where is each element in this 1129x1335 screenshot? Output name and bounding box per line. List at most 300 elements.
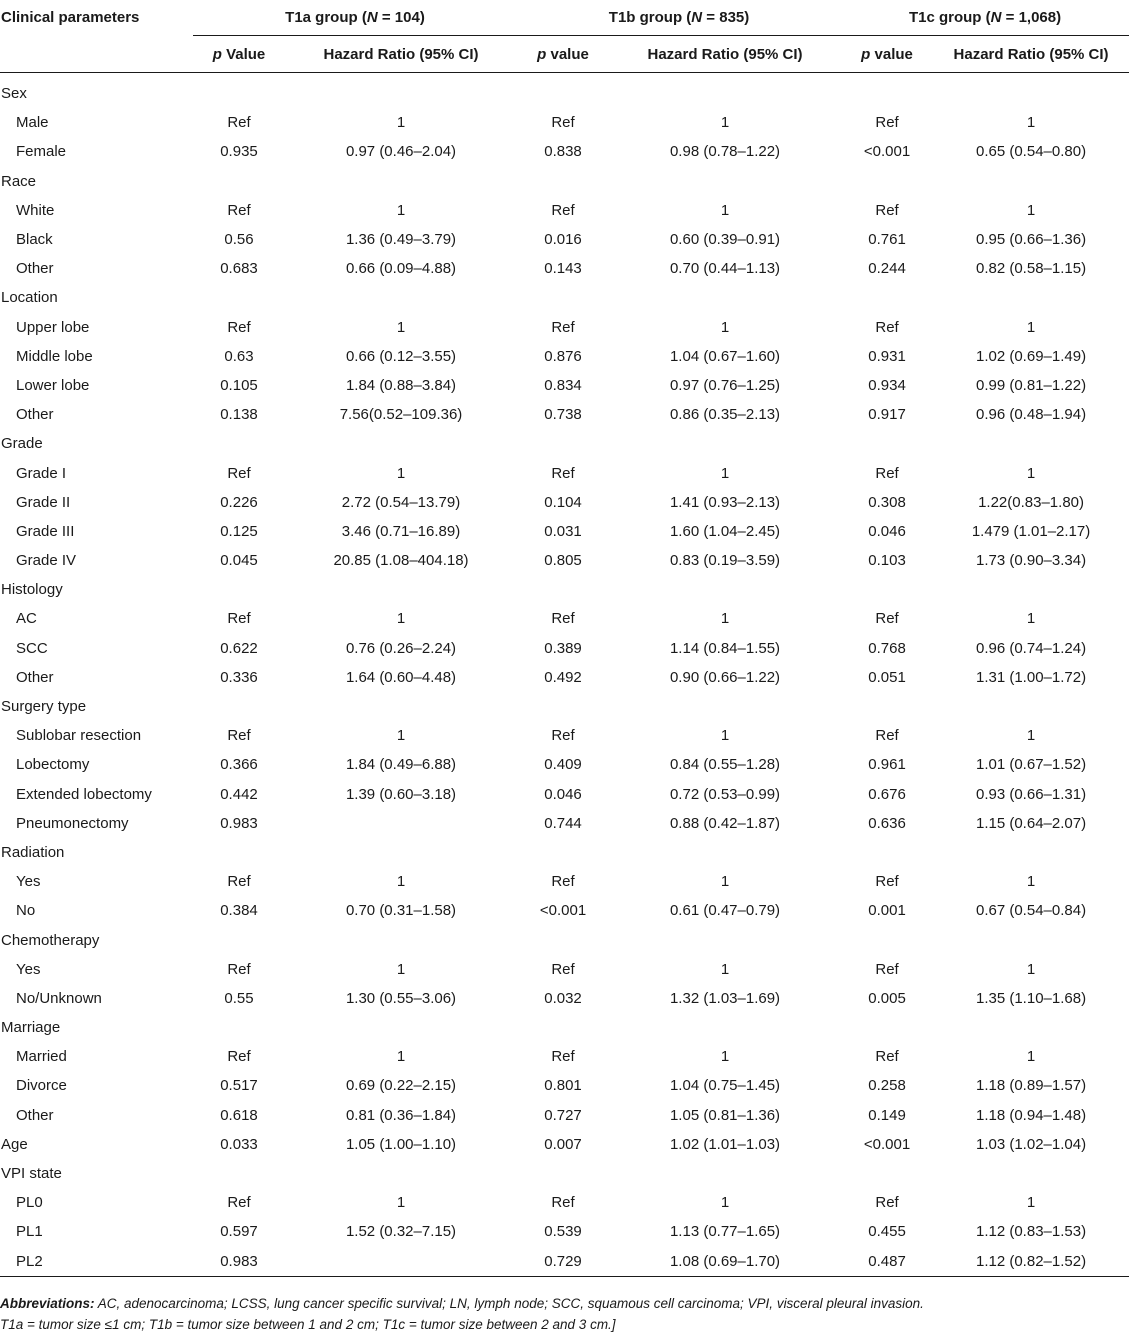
hazard-ratio-t1c-cell bbox=[933, 692, 1129, 721]
hazard-ratio-t1c-cell: 1.12 (0.83–1.53) bbox=[975, 1223, 1087, 1241]
hazard-ratio-t1c-cell: 1.12 (0.82–1.52) bbox=[933, 1247, 1129, 1277]
hazard-ratio-t1a-cell: 1 bbox=[396, 610, 406, 628]
hazard-ratio-t1a-cell: 1.30 (0.55–3.06) bbox=[345, 989, 457, 1007]
p-value-t1b-cell: 0.539 bbox=[544, 1223, 582, 1241]
p-value-t1b-cell bbox=[517, 429, 609, 458]
category-label: Age bbox=[1, 1135, 28, 1153]
p-value-t1b-cell bbox=[517, 167, 609, 196]
p-value-t1a-cell: 0.683 bbox=[220, 260, 258, 278]
hazard-ratio-t1a-cell: 0.66 (0.12–3.55) bbox=[345, 347, 457, 365]
hazard-ratio-t1a-cell: 7.56(0.52–109.36) bbox=[339, 406, 463, 424]
group-header-t1c: T1c group (N = 1,068) bbox=[841, 0, 1129, 36]
table-row bbox=[0, 196, 1129, 225]
p-value-t1b-cell bbox=[517, 73, 609, 109]
hazard-ratio-t1a-cell bbox=[285, 167, 517, 196]
hazard-ratio-t1c-cell: 1 bbox=[1026, 318, 1036, 336]
hazard-ratio-t1a-cell: 1.36 (0.49–3.79) bbox=[345, 231, 457, 249]
hazard-ratio-header-t1a: Hazard Ratio (95% CI) bbox=[285, 36, 517, 73]
p-value-t1a-cell: 0.935 bbox=[220, 143, 258, 161]
p-value-t1c-cell: 0.051 bbox=[868, 668, 906, 686]
hazard-ratio-t1b-cell: 1.05 (0.81–1.36) bbox=[669, 1106, 781, 1124]
definitions-line: T1a = tumor size ≤1 cm; T1b = tumor size between 1 and 2 cm; T1c = tumor size between 2 and 3 cm.] bbox=[0, 1317, 616, 1332]
hazard-ratio-t1b-cell: 1.04 (0.67–1.60) bbox=[669, 347, 781, 365]
p-value-t1b-cell: Ref bbox=[551, 201, 575, 219]
table-row bbox=[0, 108, 1129, 137]
p-value-t1a-cell bbox=[193, 283, 285, 312]
p-value-t1a-cell bbox=[193, 925, 285, 954]
p-value-t1c-cell: 0.768 bbox=[868, 639, 906, 657]
hazard-ratio-t1a-cell: 0.66 (0.09–4.88) bbox=[345, 260, 457, 278]
p-value-t1b-cell: 0.727 bbox=[544, 1106, 582, 1124]
p-value-t1a-cell: Ref bbox=[227, 318, 251, 336]
group-n-value: = 1,068 bbox=[1005, 9, 1057, 26]
row-label: Grade III bbox=[16, 522, 75, 540]
row-label: Other bbox=[16, 1106, 54, 1124]
group-name: T1b group bbox=[608, 9, 683, 26]
table-row bbox=[0, 458, 1129, 487]
hazard-ratio-t1c-cell: 1 bbox=[1026, 610, 1036, 628]
p-value-t1b-cell: 0.834 bbox=[544, 376, 582, 394]
hazard-ratio-t1b-cell: 1 bbox=[720, 727, 730, 745]
hazard-ratio-t1c-cell: 0.96 (0.74–1.24) bbox=[975, 639, 1087, 657]
group-n-label: N bbox=[990, 9, 1002, 26]
group-header-t1a: T1a group (N = 104) bbox=[193, 0, 517, 36]
category-label: Grade bbox=[1, 435, 43, 453]
table-footnote bbox=[0, 1293, 1129, 1335]
p-value-t1b-cell: 0.409 bbox=[544, 756, 582, 774]
p-value-t1c-cell: 0.487 bbox=[841, 1247, 933, 1277]
hazard-ratio-t1b-cell: 0.61 (0.47–0.79) bbox=[669, 902, 781, 920]
hazard-ratio-t1c-cell: 1 bbox=[1026, 1048, 1036, 1066]
hazard-ratio-t1b-cell: 1 bbox=[720, 464, 730, 482]
p-value-t1b-cell bbox=[517, 925, 609, 954]
hazard-ratio-t1a-cell: 1 bbox=[396, 960, 406, 978]
p-value-t1b-cell: <0.001 bbox=[539, 902, 587, 920]
hazard-ratio-t1b-cell bbox=[609, 283, 841, 312]
hazard-ratio-t1a-cell bbox=[285, 838, 517, 867]
p-value-t1a-cell: 0.125 bbox=[220, 522, 258, 540]
category-label: Marriage bbox=[1, 1019, 61, 1037]
p-value-t1a-cell: 0.983 bbox=[193, 1247, 285, 1277]
p-value-t1a-cell: 0.366 bbox=[220, 756, 258, 774]
group-n-value: = 104 bbox=[381, 9, 420, 26]
hazard-ratio-t1a-cell: 1 bbox=[396, 1048, 406, 1066]
p-value-t1b-cell: 0.838 bbox=[544, 143, 582, 161]
category-label: Histology bbox=[1, 581, 63, 599]
table-row bbox=[0, 137, 1129, 166]
table-row bbox=[0, 634, 1129, 663]
p-value-t1a-cell: 0.618 bbox=[220, 1106, 258, 1124]
p-value-t1b-cell: 0.801 bbox=[544, 1077, 582, 1095]
table-row bbox=[0, 342, 1129, 371]
row-label: PL1 bbox=[16, 1223, 43, 1241]
hazard-ratio-t1a-cell: 3.46 (0.71–16.89) bbox=[341, 522, 461, 540]
category-label: Sex bbox=[1, 85, 27, 103]
hazard-ratio-t1b-cell: 0.60 (0.39–0.91) bbox=[669, 231, 781, 249]
hazard-ratio-t1c-cell bbox=[933, 283, 1129, 312]
p-value-header-t1b: p value bbox=[517, 36, 609, 73]
p-value-t1b-cell: Ref bbox=[551, 114, 575, 132]
hazard-ratio-t1c-cell: 0.95 (0.66–1.36) bbox=[975, 231, 1087, 249]
p-value-t1b-cell: Ref bbox=[551, 1048, 575, 1066]
hazard-ratio-t1b-cell: 1.04 (0.75–1.45) bbox=[669, 1077, 781, 1095]
row-label: Black bbox=[16, 231, 53, 249]
p-value-t1a-cell: 0.56 bbox=[224, 231, 254, 249]
hazard-ratio-t1a-cell: 0.97 (0.46–2.04) bbox=[345, 143, 457, 161]
table-row bbox=[0, 809, 1129, 838]
p-value-t1a-cell: Ref bbox=[227, 201, 251, 219]
p-value-t1c-cell bbox=[841, 283, 933, 312]
hazard-ratio-t1a-cell: 1 bbox=[396, 318, 406, 336]
p-value-t1a-cell: 0.63 bbox=[224, 347, 254, 365]
category-row bbox=[0, 1159, 1129, 1188]
category-row bbox=[0, 283, 1129, 312]
hazard-ratio-t1c-cell: 1 bbox=[1026, 201, 1036, 219]
hazard-ratio-t1b-cell: 1 bbox=[720, 114, 730, 132]
row-label: SCC bbox=[16, 639, 48, 657]
hazard-ratio-t1b-cell: 1.13 (0.77–1.65) bbox=[669, 1223, 781, 1241]
p-value-t1b-cell: 0.016 bbox=[544, 231, 582, 249]
p-value-t1b-cell bbox=[517, 692, 609, 721]
p-value-t1c-cell: <0.001 bbox=[863, 1135, 911, 1153]
hazard-ratio-t1b-cell bbox=[609, 1013, 841, 1042]
p-value-t1c-cell: Ref bbox=[875, 727, 899, 745]
row-label: Other bbox=[16, 668, 54, 686]
p-value-t1a-cell: 0.105 bbox=[220, 376, 258, 394]
abbreviations-line bbox=[0, 1293, 1129, 1314]
p-value-t1b-cell: Ref bbox=[551, 960, 575, 978]
hazard-ratio-t1b-cell: 1.60 (1.04–2.45) bbox=[669, 522, 781, 540]
hazard-ratio-t1c-cell: 1.31 (1.00–1.72) bbox=[975, 668, 1087, 686]
hazard-ratio-t1a-cell bbox=[285, 1159, 517, 1188]
hazard-ratio-t1c-cell: 1.479 (1.01–2.17) bbox=[971, 522, 1091, 540]
p-value-t1b-cell: 0.729 bbox=[517, 1247, 609, 1277]
p-value-t1c-cell: Ref bbox=[875, 201, 899, 219]
hazard-ratio-t1b-cell: 1 bbox=[720, 1194, 730, 1212]
p-value-t1c-cell: Ref bbox=[875, 1194, 899, 1212]
group-name: T1a group bbox=[285, 9, 358, 26]
hazard-ratio-t1b-cell: 0.88 (0.42–1.87) bbox=[669, 814, 781, 832]
row-label: Lower lobe bbox=[16, 376, 90, 394]
hazard-ratio-t1b-cell: 1.02 (1.01–1.03) bbox=[669, 1135, 781, 1153]
table-row bbox=[0, 1071, 1129, 1100]
p-value-t1b-cell: 0.031 bbox=[544, 522, 582, 540]
p-value-t1b-cell: 0.805 bbox=[544, 552, 582, 570]
hazard-ratio-t1a-cell: 1 bbox=[396, 727, 406, 745]
p-value-t1c-cell bbox=[841, 1159, 933, 1188]
category-row bbox=[0, 73, 1129, 109]
hazard-ratio-t1b-cell: 0.84 (0.55–1.28) bbox=[669, 756, 781, 774]
hazard-ratio-t1b-cell: 1 bbox=[720, 318, 730, 336]
group-n-label: N bbox=[691, 9, 703, 26]
category-row bbox=[0, 429, 1129, 458]
category-label: Chemotherapy bbox=[1, 931, 100, 949]
table-row bbox=[0, 400, 1129, 429]
p-value-t1a-cell: 0.226 bbox=[220, 493, 258, 511]
category-row bbox=[0, 167, 1129, 196]
p-value-t1b-cell: Ref bbox=[551, 318, 575, 336]
hazard-ratio-t1b-cell bbox=[609, 925, 841, 954]
p-value-t1a-cell bbox=[193, 1159, 285, 1188]
row-label: Pneumonectomy bbox=[16, 814, 129, 832]
table-header bbox=[0, 0, 1129, 73]
hazard-ratio-t1b-cell: 1 bbox=[720, 201, 730, 219]
p-value-t1a-cell: 0.384 bbox=[220, 902, 258, 920]
row-label: AC bbox=[16, 610, 37, 628]
row-label: Middle lobe bbox=[16, 347, 93, 365]
table-row bbox=[0, 721, 1129, 750]
p-value-t1a-cell: 0.597 bbox=[220, 1223, 258, 1241]
p-value-t1c-cell: 0.961 bbox=[868, 756, 906, 774]
hazard-ratio-t1a-cell: 1 bbox=[396, 1194, 406, 1212]
hazard-ratio-t1c-cell: 1 bbox=[1026, 1194, 1036, 1212]
hazard-ratio-t1a-cell: 1.84 (0.88–3.84) bbox=[345, 376, 457, 394]
p-value-t1a-cell bbox=[193, 838, 285, 867]
group-n-label: N bbox=[366, 9, 378, 26]
p-value-t1b-cell: Ref bbox=[551, 727, 575, 745]
row-label: Sublobar resection bbox=[16, 727, 142, 745]
p-value-t1b-cell: Ref bbox=[551, 1194, 575, 1212]
hazard-ratio-t1b-cell bbox=[609, 1159, 841, 1188]
row-label: Divorce bbox=[16, 1077, 67, 1095]
category-row bbox=[0, 692, 1129, 721]
table-row bbox=[0, 663, 1129, 692]
table-row bbox=[0, 1101, 1129, 1130]
row-label: Yes bbox=[16, 960, 41, 978]
p-value-t1c-cell bbox=[841, 429, 933, 458]
hazard-ratio-t1c-cell bbox=[933, 167, 1129, 196]
hazard-ratio-t1c-cell: 1.22(0.83–1.80) bbox=[978, 493, 1084, 511]
hazard-ratio-t1a-cell: 1 bbox=[396, 464, 406, 482]
hazard-ratio-t1c-cell: 1.35 (1.10–1.68) bbox=[975, 989, 1087, 1007]
hazard-ratio-t1c-cell: 1.03 (1.02–1.04) bbox=[975, 1135, 1087, 1153]
hazard-ratio-t1a-cell bbox=[285, 575, 517, 604]
hazard-ratio-t1b-cell: 1 bbox=[720, 610, 730, 628]
p-value-t1a-cell: Ref bbox=[227, 1194, 251, 1212]
hazard-ratio-t1c-cell: 1 bbox=[1026, 464, 1036, 482]
group-name: T1c group bbox=[908, 9, 982, 26]
p-value-t1a-cell bbox=[193, 167, 285, 196]
category-label: Surgery type bbox=[1, 698, 87, 716]
p-value-t1b-cell: 0.032 bbox=[544, 989, 582, 1007]
hazard-ratio-t1a-cell: 1 bbox=[396, 114, 406, 132]
table-row bbox=[0, 254, 1129, 283]
hazard-ratio-t1c-cell: 0.99 (0.81–1.22) bbox=[975, 376, 1087, 394]
table-row bbox=[0, 517, 1129, 546]
hazard-ratio-t1b-cell: 1.08 (0.69–1.70) bbox=[609, 1247, 841, 1277]
hazard-ratio-t1c-cell bbox=[933, 73, 1129, 109]
row-label: Grade IV bbox=[16, 552, 77, 570]
p-value-t1a-cell: 0.442 bbox=[220, 785, 258, 803]
p-value-t1c-cell: 0.931 bbox=[868, 347, 906, 365]
p-value-t1c-cell: 0.103 bbox=[868, 552, 906, 570]
row-label: No bbox=[16, 902, 36, 920]
hazard-ratio-t1c-cell: 1.18 (0.89–1.57) bbox=[975, 1077, 1087, 1095]
hazard-ratio-t1a-cell: 20.85 (1.08–404.18) bbox=[333, 552, 469, 570]
hazard-ratio-t1a-cell bbox=[285, 1247, 517, 1277]
p-value-t1a-cell: Ref bbox=[227, 1048, 251, 1066]
p-value-t1a-cell: 0.517 bbox=[220, 1077, 258, 1095]
row-label: Yes bbox=[16, 873, 41, 891]
p-value-t1b-cell: 0.104 bbox=[544, 493, 582, 511]
row-label: PL0 bbox=[16, 1194, 43, 1212]
abbreviations-text: AC, adenocarcinoma; LCSS, lung cancer specific survival; LN, lymph node; SCC, squamous cell carcinoma; VPI, visceral pleural invasion. bbox=[94, 1296, 924, 1311]
hazard-ratio-t1c-cell bbox=[933, 575, 1129, 604]
row-label: Extended lobectomy bbox=[16, 785, 152, 803]
p-value-t1c-cell bbox=[841, 838, 933, 867]
hazard-ratio-t1a-cell: 2.72 (0.54–13.79) bbox=[341, 493, 461, 511]
table-row bbox=[0, 1188, 1129, 1217]
p-value-t1c-cell: 0.455 bbox=[868, 1223, 906, 1241]
hazard-ratio-t1c-cell: 1 bbox=[1026, 114, 1036, 132]
hazard-ratio-t1a-cell: 1.05 (1.00–1.10) bbox=[345, 1135, 457, 1153]
table-body bbox=[0, 73, 1129, 1277]
p-value-t1a-cell: 0.336 bbox=[220, 668, 258, 686]
row-label: Other bbox=[16, 260, 54, 278]
p-value-t1c-cell: 0.149 bbox=[868, 1106, 906, 1124]
p-value-t1b-cell: Ref bbox=[551, 464, 575, 482]
group-n-value: = 835 bbox=[706, 9, 745, 26]
hazard-ratio-t1b-cell bbox=[609, 167, 841, 196]
hazard-ratio-t1b-cell bbox=[609, 838, 841, 867]
table-row bbox=[0, 546, 1129, 575]
row-label: White bbox=[16, 201, 55, 219]
row-label: Grade I bbox=[16, 464, 67, 482]
hazard-ratio-t1b-cell: 0.83 (0.19–3.59) bbox=[669, 552, 781, 570]
p-value-t1b-cell: 0.143 bbox=[544, 260, 582, 278]
hazard-ratio-t1a-cell: 1.64 (0.60–4.48) bbox=[345, 668, 457, 686]
hazard-ratio-t1c-cell: 1.18 (0.94–1.48) bbox=[975, 1106, 1087, 1124]
p-value-t1a-cell: Ref bbox=[227, 464, 251, 482]
p-value-header-t1c: p value bbox=[841, 36, 933, 73]
p-value-t1c-cell: 0.636 bbox=[868, 814, 906, 832]
p-value-t1a-cell bbox=[193, 1013, 285, 1042]
hazard-ratio-t1b-cell: 1 bbox=[720, 960, 730, 978]
hazard-ratio-t1a-cell: 0.81 (0.36–1.84) bbox=[345, 1106, 457, 1124]
row-label: No/Unknown bbox=[16, 989, 102, 1007]
p-value-t1a-cell bbox=[193, 575, 285, 604]
p-value-t1a-cell: Ref bbox=[227, 873, 251, 891]
hazard-ratio-t1c-cell: 1.15 (0.64–2.07) bbox=[975, 814, 1087, 832]
hazard-ratio-t1a-cell bbox=[285, 692, 517, 721]
p-value-t1a-cell bbox=[193, 73, 285, 109]
category-label: VPI state bbox=[1, 1165, 62, 1183]
category-row bbox=[0, 1130, 1129, 1159]
p-value-t1b-cell: 0.876 bbox=[544, 347, 582, 365]
hazard-ratio-t1c-cell bbox=[933, 1013, 1129, 1042]
p-value-t1c-cell: Ref bbox=[875, 610, 899, 628]
category-label: Location bbox=[1, 289, 58, 307]
table-row bbox=[0, 984, 1129, 1013]
hazard-ratio-t1a-cell bbox=[285, 925, 517, 954]
p-value-t1c-cell: 0.046 bbox=[868, 522, 906, 540]
category-label: Radiation bbox=[1, 843, 65, 861]
p-value-t1c-cell bbox=[841, 925, 933, 954]
p-value-t1c-cell: Ref bbox=[875, 1048, 899, 1066]
p-value-t1b-cell: 0.738 bbox=[544, 406, 582, 424]
hazard-ratio-t1a-cell bbox=[285, 1013, 517, 1042]
p-value-t1c-cell: 0.676 bbox=[868, 785, 906, 803]
hazard-ratio-t1b-cell: 1.14 (0.84–1.55) bbox=[669, 639, 781, 657]
row-label: PL2 bbox=[0, 1247, 193, 1277]
table-row bbox=[0, 1217, 1129, 1246]
hazard-ratio-t1c-cell bbox=[933, 429, 1129, 458]
p-value-t1c-cell: Ref bbox=[875, 464, 899, 482]
category-row bbox=[0, 575, 1129, 604]
p-value-t1c-cell bbox=[841, 575, 933, 604]
hazard-ratio-t1c-cell: 1.02 (0.69–1.49) bbox=[975, 347, 1087, 365]
hazard-ratio-t1a-cell: 0.69 (0.22–2.15) bbox=[345, 1077, 457, 1095]
hazard-ratio-t1c-cell: 0.96 (0.48–1.94) bbox=[975, 406, 1087, 424]
p-value-t1c-cell: Ref bbox=[875, 114, 899, 132]
hazard-ratio-t1b-cell bbox=[609, 73, 841, 109]
param-subheader-blank bbox=[0, 36, 193, 73]
p-value-t1b-cell bbox=[517, 838, 609, 867]
hazard-ratio-t1a-cell: 0.70 (0.31–1.58) bbox=[345, 902, 457, 920]
param-column-header: Clinical parameters bbox=[1, 9, 140, 27]
hazard-ratio-header-t1c: Hazard Ratio (95% CI) bbox=[933, 36, 1129, 73]
row-label: Grade II bbox=[16, 493, 71, 511]
table-row bbox=[0, 488, 1129, 517]
row-label: Other bbox=[16, 406, 54, 424]
hazard-ratio-t1a-cell bbox=[285, 429, 517, 458]
p-value-t1a-cell: 0.045 bbox=[220, 552, 258, 570]
table-row bbox=[0, 780, 1129, 809]
p-value-t1a-cell: 0.138 bbox=[220, 406, 258, 424]
table-row bbox=[0, 867, 1129, 896]
p-value-header-t1a: p Value bbox=[193, 36, 285, 73]
p-value-t1b-cell: 0.046 bbox=[544, 785, 582, 803]
hazard-ratio-t1b-cell: 0.97 (0.76–1.25) bbox=[669, 376, 781, 394]
table-row bbox=[0, 371, 1129, 400]
hazard-ratio-t1a-cell bbox=[285, 283, 517, 312]
p-value-t1c-cell: 0.005 bbox=[868, 989, 906, 1007]
category-row bbox=[0, 1013, 1129, 1042]
hazard-ratio-t1a-cell: 1.52 (0.32–7.15) bbox=[345, 1223, 457, 1241]
row-label: Married bbox=[16, 1048, 67, 1066]
p-value-t1c-cell bbox=[841, 1013, 933, 1042]
p-value-t1a-cell: Ref bbox=[227, 727, 251, 745]
p-value-t1a-cell: Ref bbox=[227, 960, 251, 978]
hazard-ratio-t1c-cell: 1.01 (0.67–1.52) bbox=[975, 756, 1087, 774]
p-value-t1c-cell: 0.001 bbox=[868, 902, 906, 920]
hazard-ratio-t1b-cell bbox=[609, 429, 841, 458]
hazard-ratio-t1b-cell: 1 bbox=[720, 1048, 730, 1066]
hazard-ratio-t1b-cell: 0.90 (0.66–1.22) bbox=[669, 668, 781, 686]
hazard-ratio-t1b-cell: 1.32 (1.03–1.69) bbox=[669, 989, 781, 1007]
table-row bbox=[0, 604, 1129, 633]
p-value-t1c-cell bbox=[841, 692, 933, 721]
table-row bbox=[0, 1247, 1129, 1277]
hazard-ratio-t1a-cell: 0.76 (0.26–2.24) bbox=[345, 639, 457, 657]
hazard-ratio-t1a-cell: 1.39 (0.60–3.18) bbox=[345, 785, 457, 803]
table-row bbox=[0, 955, 1129, 984]
hazard-ratio-t1a-cell bbox=[285, 809, 517, 838]
p-value-t1a-cell: 0.983 bbox=[220, 814, 258, 832]
category-row bbox=[0, 925, 1129, 954]
p-value-t1c-cell: 0.934 bbox=[868, 376, 906, 394]
p-value-t1b-cell: 0.389 bbox=[544, 639, 582, 657]
p-value-t1a-cell: Ref bbox=[227, 114, 251, 132]
row-label: Upper lobe bbox=[16, 318, 90, 336]
p-value-t1a-cell bbox=[193, 692, 285, 721]
p-value-t1b-cell bbox=[517, 1159, 609, 1188]
p-value-t1a-cell: Ref bbox=[227, 610, 251, 628]
hazard-ratio-t1c-cell bbox=[933, 1159, 1129, 1188]
hazard-ratio-t1a-cell: 1 bbox=[396, 873, 406, 891]
p-value-t1a-cell: 0.622 bbox=[220, 639, 258, 657]
hazard-ratio-t1b-cell bbox=[609, 575, 841, 604]
